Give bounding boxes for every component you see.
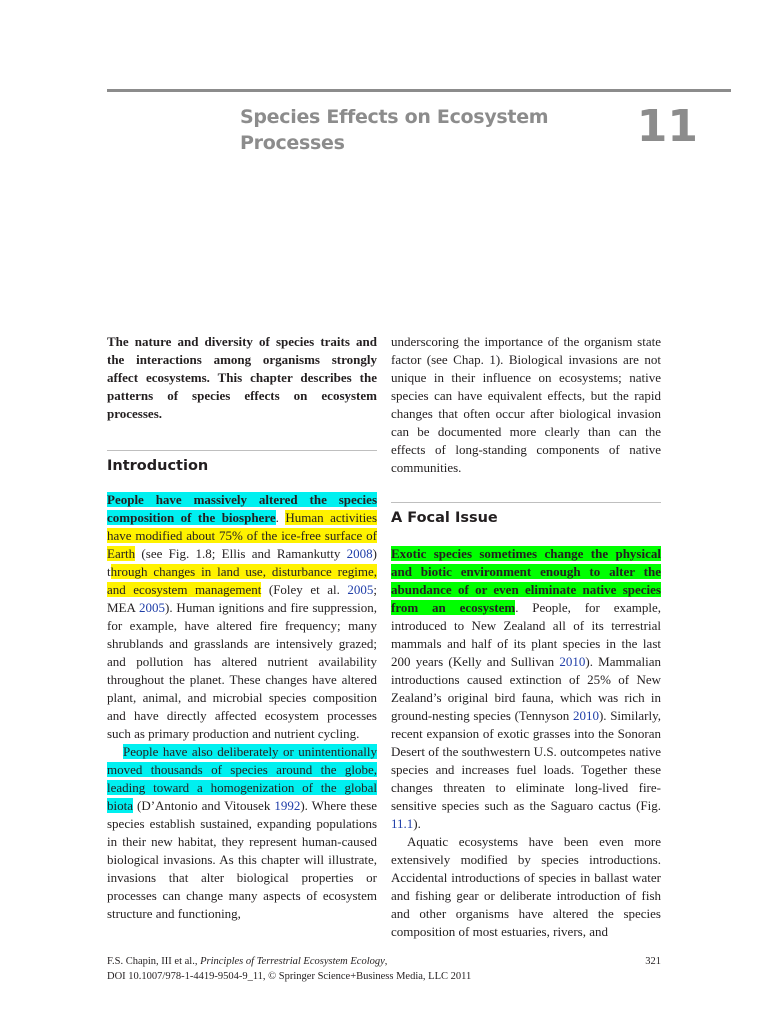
reference-link[interactable]: 2010 (572, 708, 599, 723)
section-divider-focal-issue (391, 502, 661, 503)
text-run: ; MEA (107, 582, 377, 615)
reference-link[interactable]: 2008 (346, 546, 373, 561)
text-run: ). Where these species establish sustained, expanding populations in their new habitat, they represent human-caused biological invasions. As this chapter will illustrate, invasions that alter biological properties or processes can change many aspects of ecosystem structure and functioning, (107, 798, 377, 921)
text-run: ). (413, 816, 421, 831)
focal-issue-paragraph-1 (391, 545, 661, 833)
chapter-title-line1: Species Effects on Ecosystem (240, 106, 549, 128)
highlight-cyan-bold: People have massively altered the species composition of the biosphere (107, 492, 377, 525)
text-run: ). Similarly, recent expansion of exotic grasses into the Sonoran Desert of the southwestern U.S. outcompetes native species and increases fuel loads. Together these changes threaten to eliminate long-lived fire-sensitive species such as the Saguaro cactus (Fig. (391, 708, 661, 813)
text-run: (see Fig. 1.8; Ellis and Ramankutty (135, 546, 347, 561)
highlight-yellow: Human activities have modified about 75% of the ice-free surface of Earth (107, 510, 378, 561)
reference-link[interactable]: 1992 (274, 798, 301, 813)
chapter-title (240, 104, 580, 156)
text-run: ). Human ignitions and fire suppression, for example, have altered fire frequency; many shrublands and grasslands are intensively grazed; and pollution has altered nutrient availability throughout the planet. These changes have altered plant, animal, and microbial species composition and have directly affected ecosystem processes such as primary production and nutrient cycling. (107, 600, 377, 741)
highlight-yellow: hrough changes in land use, disturbance regime, and ecosystem management (107, 564, 377, 597)
text-run: (Foley et al. (261, 582, 348, 597)
figure-link[interactable]: 11.1 (391, 816, 414, 831)
heading-introduction: Introduction (107, 458, 209, 474)
chapter-number: 11 (636, 101, 698, 152)
right-column-continuation: underscoring the importance of the organism state factor (see Chap. 1). Biological invasions are not unique in their influence on ecosystems; native species can have equivalent effects, but the rapid changes that often occur after biological invasion can be documented more clearly than can the effects of long-standing components of native communities. (391, 334, 661, 475)
text-run: ). Mammalian introductions caused extinction of 25% of New Zealand’s original bird fauna, which was rich in ground-nesting species (Tennyson (391, 654, 661, 723)
chapter-title-line2: Processes (240, 132, 345, 154)
highlight-cyan: People have also deliberately or unintentionally moved thousands of species around the globe, leading toward a homogenization of the global biota (107, 744, 377, 813)
focal-issue-body (391, 545, 661, 941)
reference-link[interactable]: 2005 (139, 600, 166, 615)
text-run: . People, for example, introduced to New Zealand all of its terrestrial mammals and half of its plant species in the last 200 years (Kelly and Sullivan (391, 600, 662, 669)
citation-book-title: Principles of Terrestrial Ecosystem Ecology (200, 956, 385, 967)
page-footer (107, 954, 661, 984)
highlight-green-bold: Exotic species sometimes change the physical and biotic environment enough to alter the abundance of or even eliminate native species from an ecosystem (391, 546, 661, 615)
heading-focal-issue: A Focal Issue (391, 510, 498, 526)
introduction-paragraph-2 (107, 743, 377, 923)
citation-line (107, 954, 661, 969)
doi-line: DOI 10.1007/978-1-4419-9504-9_11, © Springer Science+Business Media, LLC 2011 (107, 971, 472, 982)
citation-punct: , (384, 956, 388, 967)
page-number: 321 (645, 956, 661, 967)
section-divider-introduction (107, 450, 377, 451)
reference-link[interactable]: 2005 (347, 582, 374, 597)
text-run: . (275, 510, 286, 525)
citation-authors: F.S. Chapin, III et al., (107, 956, 201, 967)
text-run: ) t (107, 546, 377, 579)
introduction-paragraph-1 (107, 491, 377, 743)
reference-link[interactable]: 2010 (559, 654, 586, 669)
chapter-abstract: The nature and diversity of species traits and the interactions among organisms strongly affect ecosystems. This chapter describes the patterns of species effects on ecosystem processes. (107, 334, 377, 421)
chapter-top-rule (107, 89, 731, 92)
introduction-body (107, 491, 377, 923)
text-run: (D’Antonio and Vitousek (133, 798, 275, 813)
focal-issue-paragraph-2: Aquatic ecosystems have been even more extensively modified by species introductions. Accidental introductions of species in ballast water and fishing gear or deliberate introduction of fish and other organisms have altered the species composition of most estuaries, rivers, and (391, 834, 661, 939)
